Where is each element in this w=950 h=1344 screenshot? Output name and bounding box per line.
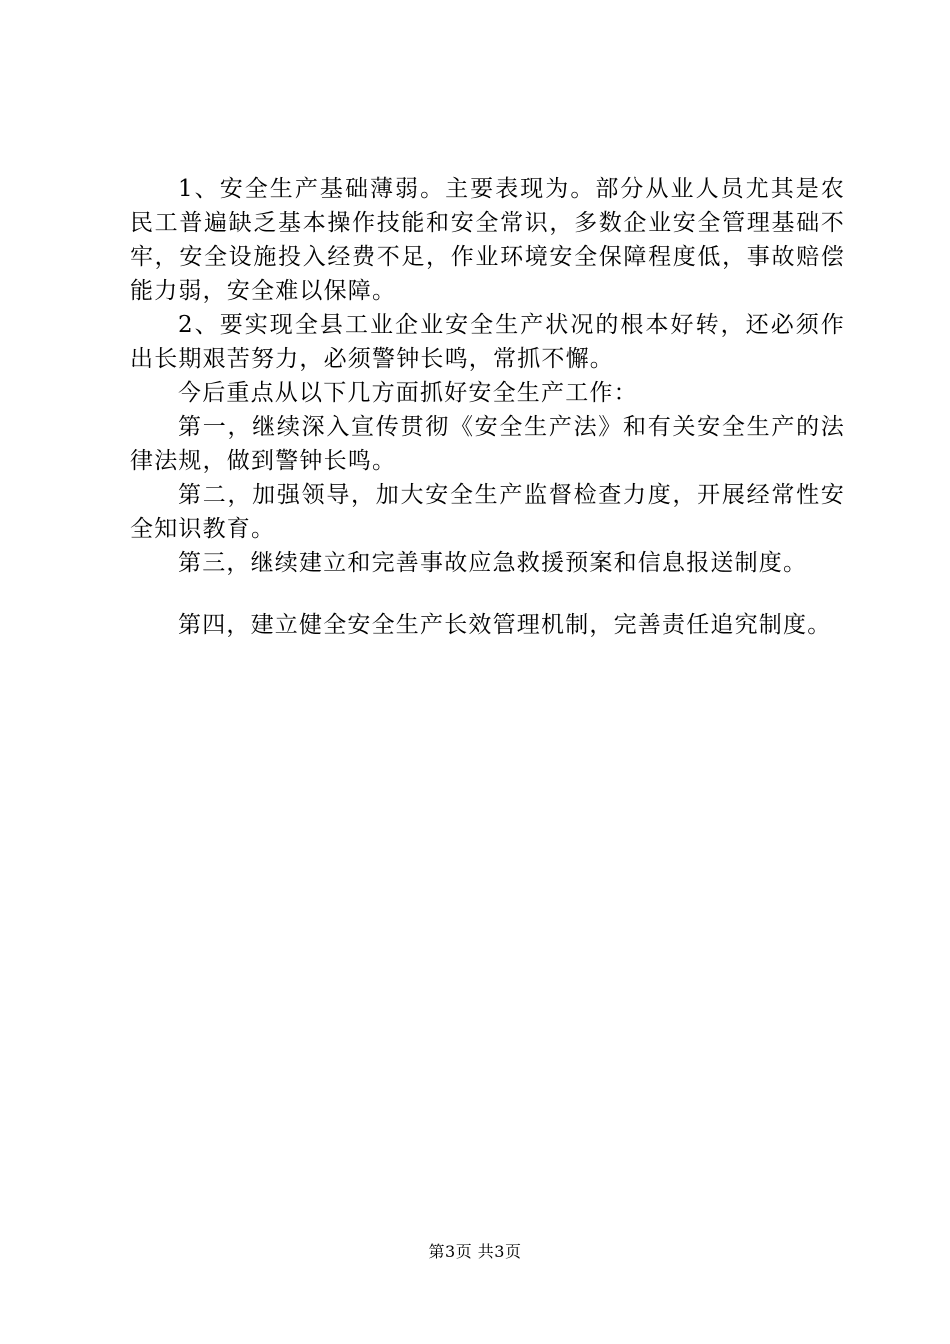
paragraph-spacer <box>130 580 845 608</box>
document-body <box>130 172 845 642</box>
page-number-footer: 第3页 共3页 <box>428 1242 522 1261</box>
paragraph-first-point: 第一，继续深入宣传贯彻《安全生产法》和有关安全生产的法律法规，做到警钟长鸣。 <box>130 414 845 474</box>
paragraph-second-point: 第二，加强领导，加大安全生产监督检查力度，开展经常性安全知识教育。 <box>130 482 845 542</box>
paragraph-fourth-point: 第四，建立健全安全生产长效管理机制，完善责任追究制度。 <box>178 612 832 638</box>
paragraph-third-point: 第三，继续建立和完善事故应急救援预案和信息报送制度。 <box>178 550 808 576</box>
paragraph-focus-intro: 今后重点从以下几方面抓好安全生产工作： <box>178 380 638 406</box>
paragraph-basis-weak: 1、安全生产基础薄弱。主要表现为。部分从业人员尤其是农民工普遍缺乏基本操作技能和安全常识，多数企业安全管理基础不牢，安全设施投入经费不足，作业环境安全保障程度低，事故赔偿能力弱，安全难以保障。 <box>130 176 845 304</box>
paragraph-long-effort: 2、要实现全县工业企业安全生产状况的根本好转，还必须作出长期艰苦努力，必须警钟长鸣，常抓不懈。 <box>130 312 845 372</box>
